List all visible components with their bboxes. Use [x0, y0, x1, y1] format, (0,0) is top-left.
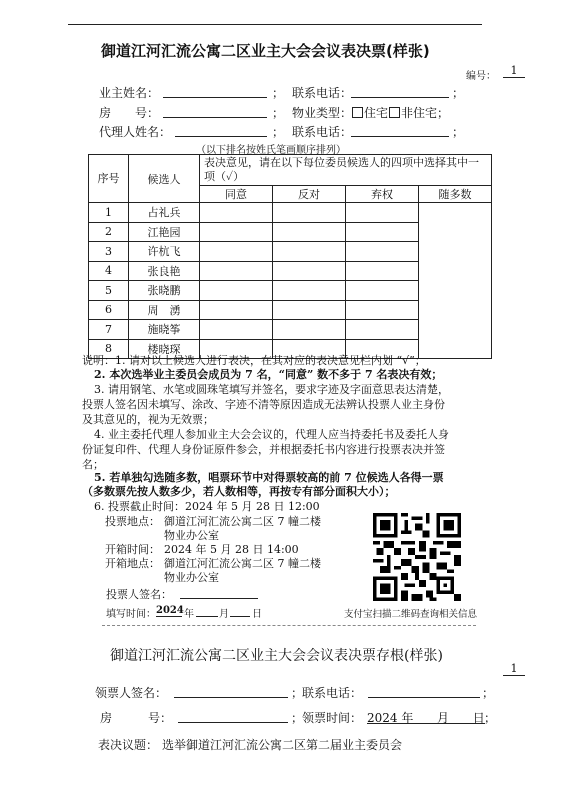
date-label: 填写时间： — [106, 609, 156, 620]
note-3a: 3. 请用钢笔、水笔或圆珠笔填写并签名，要求字迹及字面意思表达清楚， — [94, 383, 449, 396]
sep-5: ； — [272, 125, 285, 139]
stub-sep-4: ； — [484, 711, 497, 725]
room-field[interactable] — [163, 104, 267, 118]
page-title: 御道江河汇流公寓二区业主大会会议表决票(样张) — [101, 42, 430, 60]
col-agree-header: 同意 — [200, 186, 273, 203]
row-number: 1 — [89, 203, 129, 223]
vote-table — [88, 154, 492, 359]
stub-sep-2: ； — [482, 686, 495, 700]
sep-3: ； — [272, 106, 285, 120]
row-number: 7 — [89, 320, 129, 340]
table-row — [89, 203, 492, 223]
vote-cell-abstain[interactable] — [346, 242, 419, 262]
date-month-unit: 月 — [219, 609, 229, 620]
vote-cell-oppose[interactable] — [273, 222, 346, 242]
note-4b: 份证复印件、代理人身份证原件参会，并根据委托书内容进行投票表决并签 — [82, 443, 445, 456]
col-opinion-header: 表决意见，请在以下每位委员候选人的四项中选择其中一项（✓） — [200, 155, 492, 186]
stub-receive-month-unit: 月 — [437, 711, 450, 725]
date-year-unit: 年 — [184, 609, 194, 620]
vote-cell-agree[interactable] — [200, 242, 273, 262]
property-type-label: 物业类型： — [292, 106, 353, 120]
col-no-header: 序号 — [89, 155, 129, 203]
note-3b: 投票人签名因未填写、涂改、字迹不清等原因造成无法辨认投票人业主身份 — [82, 398, 445, 411]
note-5b: （多数票先按人数多少，若人数相等，再按专有部分面积大小）； — [82, 485, 396, 498]
vote-cell-oppose[interactable] — [273, 320, 346, 340]
sep-1: ； — [272, 86, 285, 100]
open-place-line1: 御道江河汇流公寓二区 7 幢二楼 — [164, 557, 321, 570]
vote-cell-abstain[interactable] — [346, 261, 419, 281]
residential-checkbox[interactable] — [352, 107, 363, 118]
open-time-label: 开箱时间： — [105, 543, 160, 556]
stub-number-value: 1 — [503, 662, 525, 676]
col-abstain-header: 弃权 — [346, 186, 419, 203]
vote-cell-abstain[interactable] — [346, 281, 419, 301]
col-oppose-header: 反对 — [273, 186, 346, 203]
note-3c: 及其意见的，视为无效票； — [82, 413, 214, 426]
date-year[interactable]: 2024 — [156, 605, 184, 616]
agent-phone-label: 联系电话： — [292, 125, 353, 139]
location-line2: 物业办公室 — [164, 529, 219, 542]
candidate-name: 张良艳 — [129, 261, 200, 281]
qr-caption: 支付宝扫描二维码查询相关信息 — [344, 609, 478, 620]
room-label: 房 号： — [99, 106, 160, 120]
agent-phone-field[interactable] — [351, 123, 449, 137]
signer-label: 投票人签名： — [106, 588, 172, 601]
vote-cell-abstain[interactable] — [346, 222, 419, 242]
open-place-label: 开箱地点： — [105, 557, 160, 570]
sep-4: ； — [437, 106, 450, 120]
col-any-header: 随多数 — [419, 186, 492, 203]
number-value: 1 — [503, 64, 525, 78]
row-number: 6 — [89, 300, 129, 320]
stub-receive-year: 2024 — [367, 711, 398, 725]
candidate-name: 周 湧 — [129, 300, 200, 320]
sep-2: ； — [452, 86, 465, 100]
sep-6: ； — [452, 125, 465, 139]
open-place-line2: 物业办公室 — [164, 571, 219, 584]
vote-cell-oppose[interactable] — [273, 261, 346, 281]
phone-label: 联系电话： — [292, 86, 353, 100]
vote-cell-agree[interactable] — [200, 300, 273, 320]
stub-receive-day-unit: 日 — [472, 711, 485, 725]
vote-cell-agree[interactable] — [200, 203, 273, 223]
row-number: 3 — [89, 242, 129, 262]
vote-cell-oppose[interactable] — [273, 281, 346, 301]
non-residential-label: 非住宅 — [401, 106, 438, 120]
col-candidate-header: 候选人 — [129, 155, 200, 203]
candidate-name: 占礼兵 — [129, 203, 200, 223]
number-label: 编号： — [466, 71, 496, 82]
vote-cell-any[interactable] — [419, 203, 492, 359]
vote-cell-oppose[interactable] — [273, 242, 346, 262]
vote-cell-abstain[interactable] — [346, 300, 419, 320]
candidate-name: 楼晓琛 — [129, 339, 200, 359]
cut-line — [102, 625, 476, 626]
table-note: （以下排名按姓氏笔画顺序排列） — [196, 145, 346, 156]
stub-phone-field[interactable] — [368, 684, 480, 698]
date-month-field[interactable] — [196, 605, 218, 617]
top-rule — [68, 24, 482, 25]
stub-room-field[interactable] — [178, 709, 288, 723]
note-4c: 名； — [82, 458, 104, 471]
row-number: 8 — [89, 339, 129, 359]
property-type-options — [351, 104, 449, 121]
vote-cell-agree[interactable] — [200, 281, 273, 301]
stub-receiver-field[interactable] — [174, 684, 288, 698]
stub-title: 御道江河汇流公寓二区业主大会会议表决票存根(样张) — [110, 648, 443, 664]
note-5a: 5. 若单独勾选随多数，唱票环节中对得票较高的前 7 位候选人各得一票 — [94, 471, 444, 484]
stub-receiver-label: 领票人签名： — [95, 686, 168, 700]
stub-topic-value: 选举御道江河汇流公寓二区第二届业主委员会 — [162, 738, 403, 752]
candidate-name: 张晓鹏 — [129, 281, 200, 301]
open-time-value: 2024 年 5 月 28 日 14:00 — [164, 543, 299, 556]
vote-cell-abstain[interactable] — [346, 203, 419, 223]
location-line1: 御道江河汇流公寓二区 7 幢二楼 — [164, 515, 321, 528]
stub-receive-time-label: 领票时间： — [302, 711, 363, 725]
vote-cell-oppose[interactable] — [273, 300, 346, 320]
vote-cell-abstain[interactable] — [346, 320, 419, 340]
row-number: 5 — [89, 281, 129, 301]
note-1: 说明：1. 请对以上候选人进行表决，在其对应的表决意见栏内划 “√”； — [82, 354, 426, 367]
vote-cell-agree[interactable] — [200, 320, 273, 340]
vote-cell-agree[interactable] — [200, 261, 273, 281]
owner-name-field[interactable] — [163, 84, 267, 98]
row-number: 4 — [89, 261, 129, 281]
candidate-name: 施晓筝 — [129, 320, 200, 340]
date-day-unit: 日 — [252, 609, 262, 620]
candidate-name: 江艳园 — [129, 222, 200, 242]
stub-receive-year-unit: 年 — [401, 711, 414, 725]
stub-room-label: 房 号： — [100, 711, 173, 725]
location-label: 投票地点： — [105, 515, 160, 528]
note-6: 6. 投票截止时间：2024 年 5 月 28 日 12:00 — [94, 500, 320, 513]
stub-sep-3: ； — [291, 711, 304, 725]
phone-field[interactable] — [351, 84, 449, 98]
stub-topic-label: 表决议题： — [98, 738, 159, 752]
stub-phone-label: 联系电话： — [302, 686, 363, 700]
row-number: 2 — [89, 222, 129, 242]
stub-receive-time-field[interactable] — [367, 709, 485, 724]
date-day-field[interactable] — [230, 605, 250, 617]
signer-field[interactable] — [180, 586, 258, 599]
residential-label: 住宅 — [364, 106, 389, 120]
agent-name-label: 代理人姓名： — [99, 125, 172, 139]
note-2: 2. 本次选举业主委员会成员为 7 名，“同意” 数不多于 7 名表决有效； — [94, 368, 443, 381]
note-4a: 4. 业主委托代理人参加业主大会会议的，代理人应当持委托书及委托人身 — [94, 428, 449, 441]
owner-name-label: 业主姓名： — [99, 86, 160, 100]
vote-cell-oppose[interactable] — [273, 203, 346, 223]
stub-sep-1: ； — [291, 686, 304, 700]
non-residential-checkbox[interactable] — [389, 107, 400, 118]
vote-cell-agree[interactable] — [200, 222, 273, 242]
qr-code-icon — [372, 513, 462, 601]
candidate-name: 许杭飞 — [129, 242, 200, 262]
agent-name-field[interactable] — [175, 123, 267, 137]
